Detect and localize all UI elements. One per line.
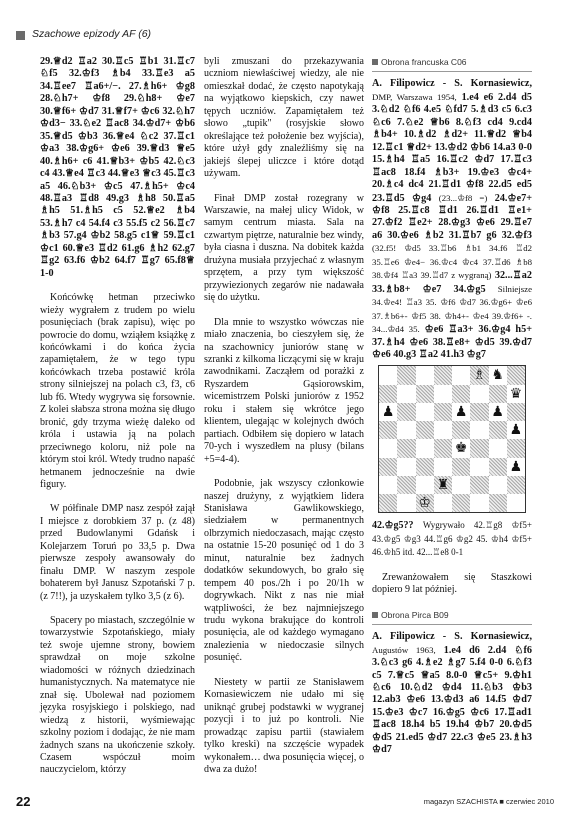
- board-square: [397, 366, 415, 384]
- board-square: [379, 385, 397, 403]
- commentary: Wygrywało 42.♖g8 ♔f5+ 43.♔g5 ♔g3 44.♖g6 ♔g2 45. ♔h4 ♔f5+ 46.♔h5 itd. 42...♖e8 0-1: [372, 520, 532, 558]
- chess-piece-icon: ♞: [491, 367, 504, 384]
- board-square: [470, 494, 488, 512]
- paragraph: Niestety w partii ze Stanisławem Kornasiewiczem nie udało mi się uniknąć grubej podstawki w wygranej pozycji i to już po kontroli. Nie prowadząc zapisu partii (stawiałem tylko kreski) na szczęście wypadek wykonałem… dwa posunięcia więcej, o dwa za dużo!: [204, 676, 364, 776]
- paragraph: Podobnie, jak wszyscy członkowie naszej drużyny, z wyjątkiem lidera Stanisława Gawlikowskiego, siedziałem w permanentnych olbrzymich niedoczasach, mając często na ostatnie 15-20 posunięć od 1 do 3 minut, naturalnie bez żadnych dodatków sekundowych, bo grało się tempem 40 pos./2h i po 20/1h w dogrywkach. Nikt z nas nie miał wątpliwości, że bez najmniejszego trudu wykona brakujące do kontroli posunięcia, ale od każdego wymagano znalezienia w niedoczasie silnych posunięć.: [204, 478, 364, 664]
- magazine-credit: magazyn SZACHISTA ■ czerwiec 2010: [423, 797, 554, 806]
- board-square: [379, 458, 397, 476]
- board-square: [397, 476, 415, 494]
- chess-piece-icon: ♟: [491, 403, 504, 420]
- board-square: [397, 421, 415, 439]
- game-moves: 24.♔e7+ ♔f8 25.♖c8 ♖d1 26.♖d1 ♖e1+ 27.♔f2 ♖e2+ 28.♔g3 ♔e6 29.♖e7 a6 30.♔e6 ♗b2 31.♖b7 g6 32.♔f3: [372, 192, 533, 241]
- board-square: [489, 421, 507, 439]
- board-square: [452, 421, 470, 439]
- board-square: [489, 439, 507, 457]
- board-square: [507, 439, 525, 457]
- board-square: [470, 439, 488, 457]
- game-players: A. Filipowicz - S. Kornasiewicz,: [372, 78, 532, 90]
- page-footer: [14, 794, 564, 810]
- board-square: [416, 476, 434, 494]
- board-square: [416, 421, 434, 439]
- board-square: [434, 403, 452, 421]
- board-square: [470, 403, 488, 421]
- paragraph: Spacery po miastach, szczególnie w towarzystwie Szpotańskiego, miały też swoje ujemne strony, bowiem sprawdzał on moje szkolne wiadomości w różnych dziedzinach humanistycznych. Na matematyce nie znał się. Ubolewał nad poziomem języka rosyjskiego i polskiego, nad wiedzą z historii, wyśmiewając szkolny poziom i dodając, że nie mam żadnych szans na ukończenie szkoły. Czasem wspóczuł moim nauczycielom, którzy: [40, 615, 195, 776]
- board-square: [489, 385, 507, 403]
- board-square: [416, 385, 434, 403]
- page-number: 22: [16, 794, 31, 809]
- move: 42.♔g5??: [372, 520, 414, 532]
- game-players: A. Filipowicz - S. Kornasiewicz,: [372, 631, 532, 643]
- bullet-square-icon: [372, 59, 378, 65]
- board-square: [434, 385, 452, 403]
- divider: [372, 624, 532, 625]
- game-2: [372, 631, 532, 757]
- game-continuation: [372, 519, 532, 559]
- paragraph: Końcówkę hetman przeciwko wieży wygrałem z trudem po wielu posunięciach (brak zapisu), więc po powrocie do domu, wziąłem książkę z końcówkami i do końca życia zapamiętałem, że w tego typu końcówkach trzeba postawić króla strony silniejszej na polach c3, f3, c6 lub f6. Wtedy wygrywa się forsownie. Z kolei słabsza strona można się długo bronić, gdy trzyma wieżę daleko od króla i ustawia ją na polach przeciwnego koloru, niż pole na którym stoi król. Wtedy trudno napaść hetmanem jednocześnie na dwie figury.: [40, 292, 195, 490]
- board-square: [434, 366, 452, 384]
- paragraph: Dla mnie to wszystko wówczas nie miało znaczenia, bo cieszyłem się, że na szachownicy juniorów stanę w szranki z kilkoma liczącymi się w kraju zawodnikami. Zacząłem od porażki z Ryszardem Gąsiorowskim, wicemistrzem Polski juniorów z 1952 roku i stałem się wkrótce jego klientem, ulegając w kolejnych dwóch partiach. Odbiłem się dopiero w latach 70-ych i wyszedłem na plusy (bilans +5=4-4).: [204, 316, 364, 465]
- paragraph: byli zmuszani do przekazywania uczniom niewłaściwej wiedzy, ale nie omieszkał dodać, że często napotykają na wyjątkowo kiepskich, czy nawet tępych uczniów. Zapamiętałem też słowo „tupik" (rosyjskie słowo określające też położenie bez wyjścia), które użył gdy znaleźliśmy się na jakiejś ślepej uliczce i które dotąd używam.: [204, 56, 364, 180]
- opening-header: Obrona Pirca B09: [372, 609, 532, 621]
- chess-piece-icon: ♟: [509, 458, 523, 475]
- chess-piece-icon: ♟: [509, 422, 523, 439]
- divider: [372, 71, 532, 72]
- game-info: Augustów 1963,: [372, 644, 436, 655]
- chess-piece-icon: ♛: [509, 385, 523, 402]
- game-moves: 1.e4 e6 2.d4 d5 3.♘d2 ♘f6 4.e5 ♘fd7 5.♗d3 c5 6.c3 ♘c6 7.♘e2 ♕b6 8.♘f3 cd4 9.cd4 ♗b4+ 10.♗d2 ♗d2+ 11.♕d2 ♕b4 12.♖c1 ♕d2+ 13.♔d2 ♔b6 14.a3 0-0 15.♗h4 ♖a5 16.♖c2 ♔d7 17.♖c3 ♖ac8 18.f4 ♗b3+ 19.♔e3 ♔c4+ 20.♗c4 dc4 21.♖d1 ♔f8 22.d5 ed5 23.♖d5 ♔g4: [372, 91, 533, 204]
- chess-piece-icon: ♟: [454, 403, 468, 420]
- board-square: [507, 366, 525, 384]
- board-square: [397, 494, 415, 512]
- board-square: [507, 494, 525, 512]
- game-moves: 29.♕d2 ♖a2 30.♖c5 ♖b1 31.♖c7 ♘f5 32.♔f3 ♗b4 33.♖e3 a5 34.♖ee7 ♖a6+/−. 27.♗h6+ ♔g8 28.♘h7+ ♔f8 29.♘h8+ ♔e7 30.♕f6+ ♔d7 31.♕f7+ ♔c6 32.♘h7 ♔d3− 33.♘e2 ♖ac8 34.♔d7+ ♔b6 35.♕d5 ♔b3 36.♕e4 ♘c2 37.♖c1 ♔a3 38.♔g6+ ♔e6 39.♕d3 ♕e5 40.♗h6+ c6 41.♕b3+ ♔b5 42.♘c3 c4 43.♕e4 ♖c3 44.♕e3 ♕c3 45.♖c3 a5 46.♘b3+ ♔c5 47.♗h5+ ♔c4 48.♖a3 ♖d8 49.g3 ♗h8 50.♖a5 ♗h5 51.♗h5 c5 52.♕e2 ♗b4 53.♗h7 c4 54.f4 c3 55.f5 c2 56.♖c7 ♗b3 57.g4 ♔b2 58.g5 c1♕ 59.♖c1 ♔c1 60.♕e3 ♖d2 61.g6 ♗h2 62.g7 ♖g2 63.f6 ♔b2 64.f7 ♖g7 65.f8♕ 1-0: [40, 56, 195, 279]
- column-2: [204, 56, 364, 776]
- board-square: [397, 458, 415, 476]
- header-square-icon: [16, 31, 25, 40]
- board-square: [434, 421, 452, 439]
- board-square: [379, 476, 397, 494]
- board-square: [470, 385, 488, 403]
- chess-piece-icon: ♔: [418, 495, 431, 512]
- board-square: [397, 385, 415, 403]
- board-square: [379, 366, 397, 384]
- board-square: [452, 458, 470, 476]
- bullet-square-icon: [372, 612, 378, 618]
- board-square: [470, 458, 488, 476]
- column-3: [372, 56, 532, 757]
- board-square: [452, 366, 470, 384]
- chess-piece-icon: ♗: [473, 367, 486, 384]
- variation: Silniejsze 34.♔e4! ♖a3 35. ♔f6 ♔d7 36.♔g6+ ♔e6 37.♗b6+- ♔f5 38. ♔h4+- ♔e4 39.♔f6+ -. 34...♔d4 35.: [372, 283, 532, 335]
- column-1: [40, 56, 195, 777]
- game-1: [372, 78, 532, 361]
- board-square: [416, 458, 434, 476]
- board-square: [489, 458, 507, 476]
- game-moves: 32...♖a2 33.♗b8+ ♔e7 34.♔g5: [372, 270, 532, 295]
- header-title: Szachowe epizody AF (6): [32, 28, 152, 40]
- running-header: [14, 28, 564, 44]
- board-square: [452, 385, 470, 403]
- board-square: [416, 439, 434, 457]
- board-square: [416, 366, 434, 384]
- game-moves: ♔e6 ♖a3+ 36.♔g4 h5+ 37.♗h4 ♔e6 38.♖e8+ ♔d5 39.♔d7 ♔e6 40.g3 ♖a2 41.h3 ♔g7: [372, 324, 532, 360]
- chess-piece-icon: ♜: [436, 476, 450, 493]
- board-square: [470, 421, 488, 439]
- chess-piece-icon: ♚: [454, 440, 468, 457]
- board-square: [452, 476, 470, 494]
- board-square: [434, 458, 452, 476]
- board-square: [379, 494, 397, 512]
- board-square: [434, 439, 452, 457]
- board-square: [416, 403, 434, 421]
- variation: (32.f5! ♔d5 33.♖b6 ♗b1 34.f6 ♖d2 35.♖e6 ♔e4− 36.♔c4 ♔c4 37.♖d6 ♗b8 38.♔f4 ♖a3 39.♖d7 z wygraną): [372, 243, 532, 281]
- paragraph: W półfinale DMP nasz zespół zajął I miejsce z dorobkiem 37 p. (z 48) przed Budowlanymi Gdańsk i Kolejarzem Toruń po 33,5 p. Dwa pierwsze zespoły awansowały do finału DMP. W naszym zespole bohaterem był Janusz Szpotański 7 p. (z 7!!), ja uzyskałem tylko 3,5 (z 6).: [40, 503, 195, 602]
- board-square: [397, 403, 415, 421]
- chess-diagram: [378, 365, 526, 513]
- opening-header: Obrona francuska C06: [372, 56, 532, 68]
- board-square: [489, 476, 507, 494]
- game-moves: 1.e4 d6 2.d4 ♘f6 3.♘c3 g6 4.♗e2 ♗g7 5.f4 0-0 6.♘f3 c5 7.♕c5 ♕a5 8.0-0 ♕c5+ 9.♔h1 ♘c6 10.♘d2 ♔d4 11.♘b3 ♔b3 12.ab3 ♔e6 13.♔d3 a6 14.f5 ♔d7 15.♔e3 ♔c7 16.♔g5 ♔c6 17.♖ad1 ♖ac8 18.h4 b5 19.h4 ♔b7 20.♔d5 ♔d5 21.ed5 ♔d7 22.c3 ♔e5 23.♗h3 ♔d7: [372, 644, 532, 756]
- chess-piece-icon: ♟: [381, 403, 395, 420]
- variation: (23...♔f8 =): [438, 192, 488, 203]
- board-square: [507, 476, 525, 494]
- board-square: [489, 494, 507, 512]
- paragraph: Finał DMP został rozegrany w Warszawie, na małej ulicy Widok, w samym centrum miasta. Sala na czwartym piętrze, naturalnie bez windy, była ciasna i duszna. Na dobitek każda drużyna musiała przyjechać z własnym sprzętem, a przy tym większość przywiezionych zegarów nie nadawała się do użytku.: [204, 192, 364, 304]
- board-square: [397, 439, 415, 457]
- game-info: DMP, Warszawa 1954,: [372, 91, 457, 102]
- board-square: [434, 494, 452, 512]
- board-square: [379, 439, 397, 457]
- paragraph: Zrewanżowałem się Staszkowi dopiero 9 lat później.: [372, 571, 532, 596]
- board-square: [379, 421, 397, 439]
- board-square: [507, 403, 525, 421]
- board-square: [470, 476, 488, 494]
- board-square: [452, 494, 470, 512]
